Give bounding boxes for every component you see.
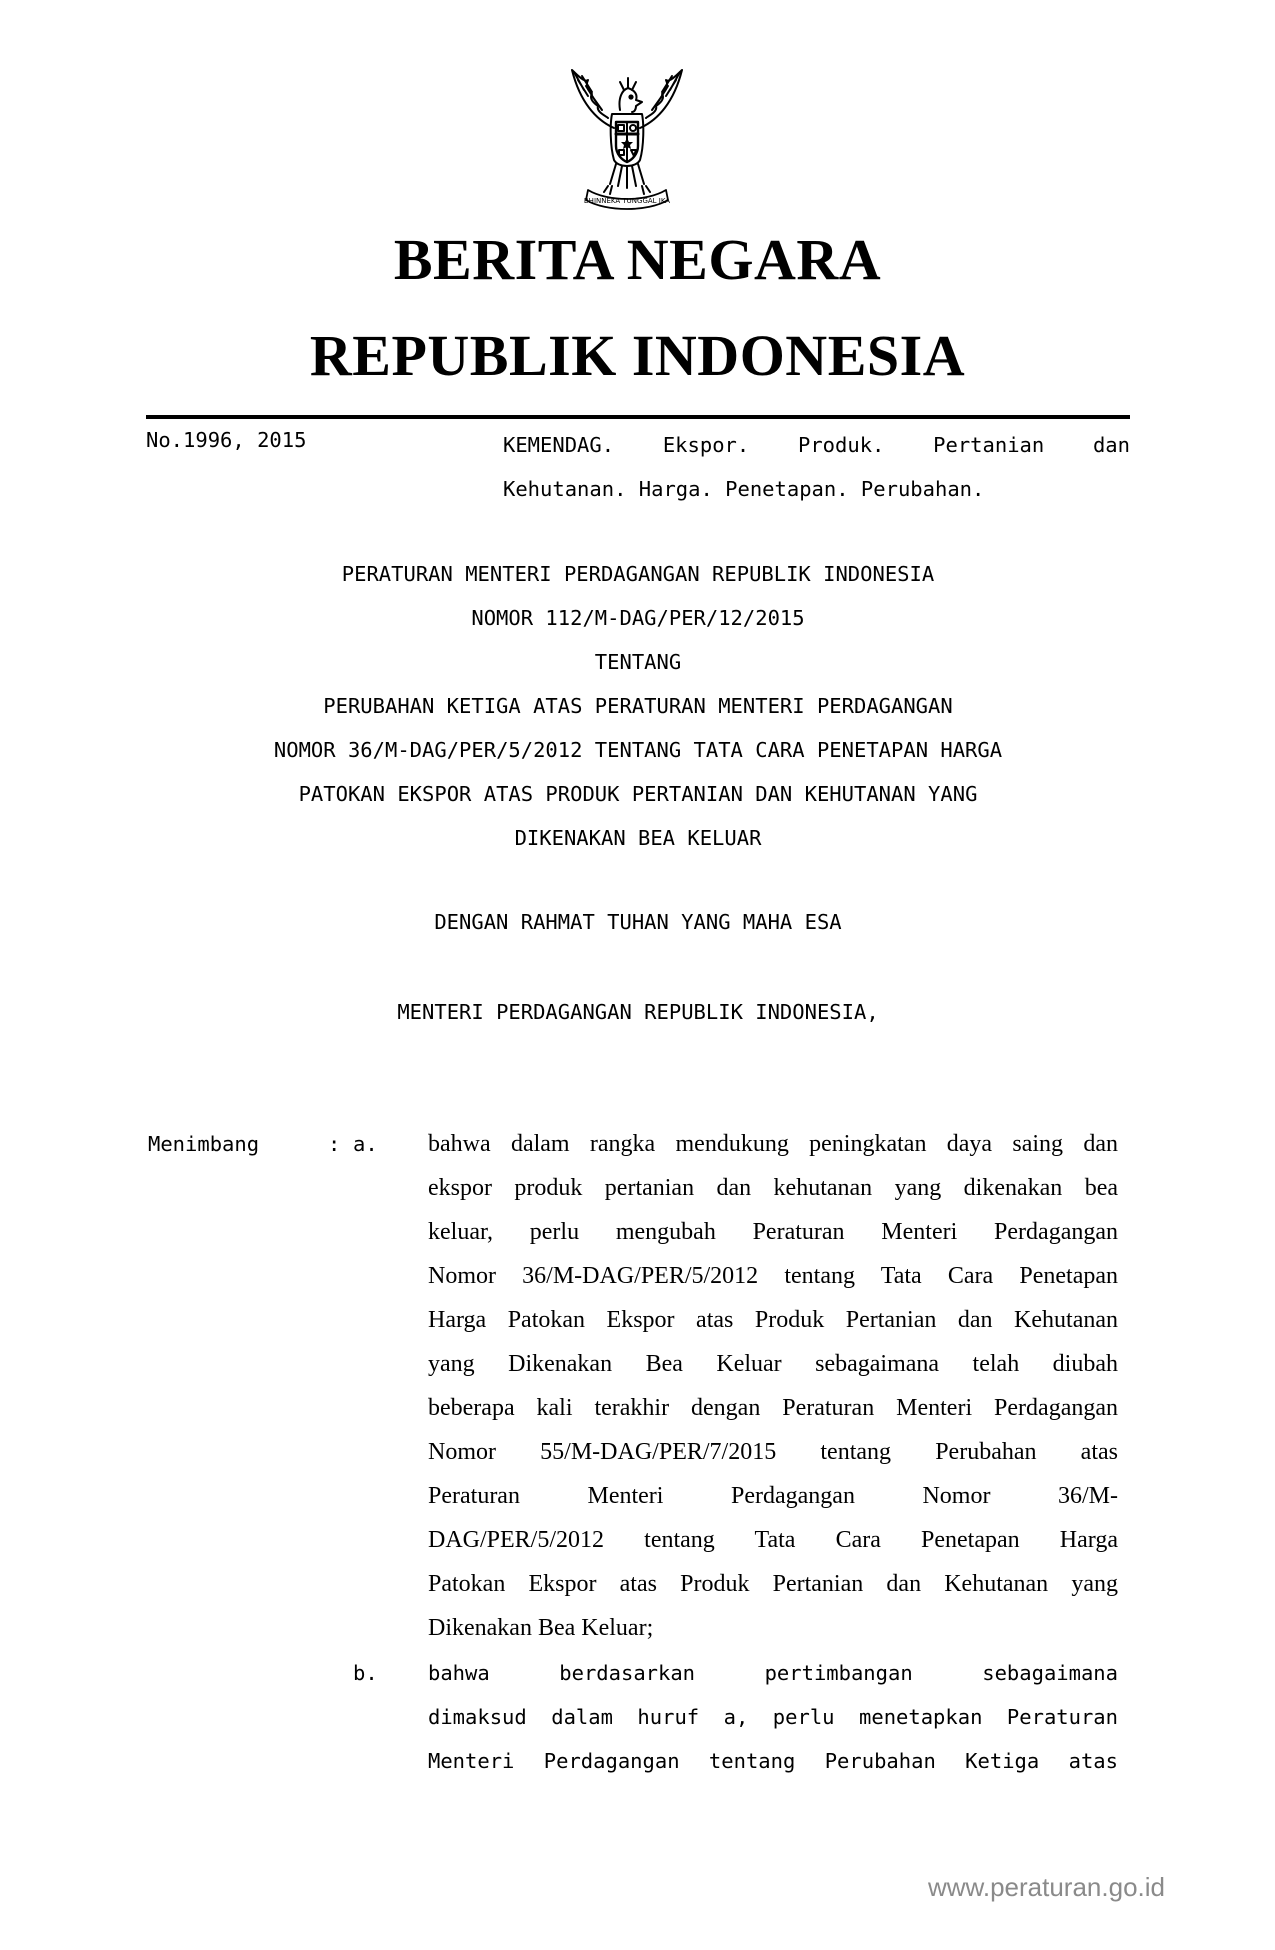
gazette-subject-line: KEMENDAG. Ekspor. Produk. Pertanian dan	[503, 433, 1130, 457]
clause-line: ekspor produk pertanian dan kehutanan yang dikenakan bea	[428, 1175, 1118, 1201]
title-line: DIKENAKAN BEA KELUAR	[514, 826, 762, 850]
clause-line: bahwa berdasarkan pertimbangan sebagaimana	[428, 1661, 1118, 1685]
title-line: PERUBAHAN KETIGA ATAS PERATURAN MENTERI PERDAGANGAN	[323, 694, 953, 718]
gazette-subject	[503, 423, 1130, 511]
clause-line: Dikenakan Bea Keluar;	[428, 1615, 654, 1641]
gazette-subject-line: Kehutanan. Harga. Penetapan. Perubahan.	[503, 477, 985, 501]
clause-line: beberapa kali terakhir dengan Peraturan Menteri Perdagangan	[428, 1395, 1118, 1421]
title-line: NOMOR 112/M-DAG/PER/12/2015	[471, 606, 805, 630]
clause-marker: b.	[353, 1661, 378, 1685]
clause-line: keluar, perlu mengubah Peraturan Menteri Perdagangan	[428, 1219, 1118, 1245]
clause-line: Menteri Perdagangan tentang Perubahan Ketiga atas	[428, 1749, 1118, 1773]
title-line: PERATURAN MENTERI PERDAGANGAN REPUBLIK INDONESIA	[341, 562, 935, 586]
clause-line: bahwa dalam rangka mendukung peningkatan daya saing dan	[428, 1131, 1118, 1157]
clause-a	[428, 1122, 1118, 1650]
clause-b	[428, 1651, 1118, 1783]
clause-line: Peraturan Menteri Perdagangan Nomor 36/M-	[428, 1483, 1118, 1509]
title-line: NOMOR 36/M-DAG/PER/5/2012 TENTANG TATA CARA PENETAPAN HARGA	[273, 738, 1003, 762]
clause-line: yang Dikenakan Bea Keluar sebagaimana telah diubah	[428, 1351, 1118, 1377]
gazette-number: No.1996, 2015	[146, 428, 307, 452]
clause-line: DAG/PER/5/2012 tentang Tata Cara Penetapan Harga	[428, 1527, 1118, 1553]
menimbang-label: Menimbang	[148, 1132, 260, 1156]
clause-line: dimaksud dalam huruf a, perlu menetapkan Peraturan	[428, 1705, 1118, 1729]
clause-line: Patokan Ekspor atas Produk Pertanian dan Kehutanan yang	[428, 1571, 1118, 1597]
regulation-title	[140, 552, 1136, 860]
clause-marker: a.	[353, 1132, 378, 1156]
title-line: PATOKAN EKSPOR ATAS PRODUK PERTANIAN DAN KEHUTANAN YANG	[298, 782, 978, 806]
header-divider	[146, 415, 1130, 419]
clause-line: Harga Patokan Ekspor atas Produk Pertanian dan Kehutanan	[428, 1307, 1118, 1333]
menimbang-colon: :	[328, 1132, 341, 1156]
garuda-pancasila-emblem-icon	[552, 50, 702, 220]
invocation: DENGAN RAHMAT TUHAN YANG MAHA ESA	[434, 910, 842, 934]
clause-line: Nomor 36/M-DAG/PER/5/2012 tentang Tata Cara Penetapan	[428, 1263, 1118, 1289]
masthead-title: BERITA NEGARA	[393, 227, 882, 292]
masthead-subtitle: REPUBLIK INDONESIA	[309, 323, 966, 388]
minister-heading: MENTERI PERDAGANGAN REPUBLIK INDONESIA,	[397, 1000, 879, 1024]
title-line: TENTANG	[594, 650, 682, 674]
emblem-motto: BHINNEKA TUNGGAL IKA	[583, 197, 671, 205]
source-url: www.peraturan.go.id	[927, 1872, 1165, 1902]
clause-line: Nomor 55/M-DAG/PER/7/2015 tentang Perubahan atas	[428, 1439, 1118, 1465]
